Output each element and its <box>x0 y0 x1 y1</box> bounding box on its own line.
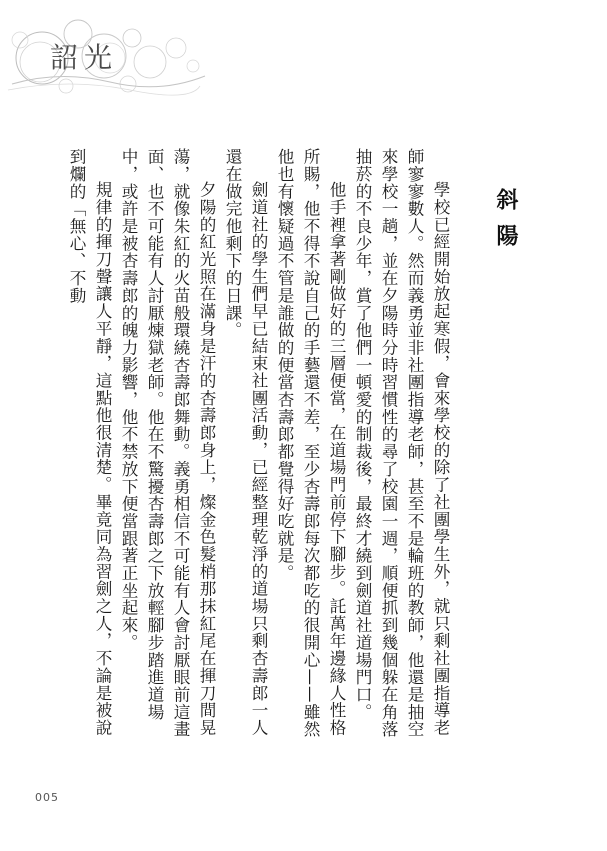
paragraph: 學校已經開始放起寒假，會來學校的除了社團學生外，就只剩社團指導老師寥寥數人。然而義勇並非社團指導老師，甚至不是輪班的教師，他還是抽空來學校一趟，並在夕陽時分時習慣性的尋了校園一週，順便抓到幾個躲在角落抽菸的不良少年，賞了他們一頓愛的制裁後，最終才繞到劍道社道場門口。 <box>353 148 450 738</box>
page-number: 005 <box>35 791 59 804</box>
book-title: 詔光 <box>50 41 119 74</box>
paragraph: 規律的揮刀聲讓人平靜，這點他很清楚。畢竟同為習劍之人，不論是被說到爛的「無心、不動 <box>67 148 112 737</box>
paragraph: 夕陽的紅光照在滿身是汗的杏壽郎身上，燦金色髮梢那抹紅尾在揮刀間晃蕩，就像朱紅的火苗般環繞杏壽郎舞動。義勇相信不可能有人會討厭眼前這畫面、也不可能有人討厭煉獄老師。他在不驚擾杏壽郎之下放輕腳步踏進道場中，或許是被杏壽郎的魄力影響，他不禁放下便當跟著正坐起來。 <box>119 148 216 738</box>
paragraph: 他手裡拿著剛做好的三層便當，在道場門前停下腳步。託萬年邊緣人性格所賜，他不得不說自己的手藝還不差，至少杏壽郎每次都吃的很開心——雖然他也有懷疑過不管是誰做的便當杏壽郎都覺得好吃就是。 <box>275 148 346 738</box>
paragraph: 劍道社的學生們早已結束社團活動，已經整理乾淨的道場只剩杏壽郎一人還在做完他剩下的日課。 <box>223 148 268 737</box>
chapter-body <box>63 148 453 748</box>
chapter-title: 斜陽 <box>493 188 518 260</box>
